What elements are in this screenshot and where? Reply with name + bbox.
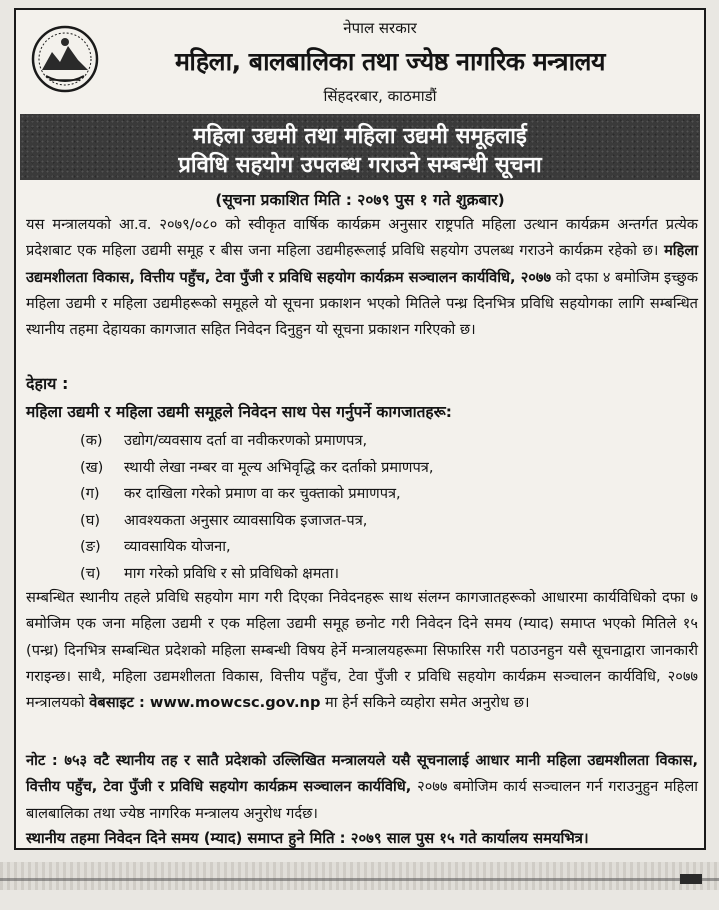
intro-procedure-name: महिला उद्यमशीलता विकास, वित्तीय पहुँच, टेवा पुँजी र प्रविधि सहयोग कार्यक्रम सञ्चालन कार्यविधि, २०७७ xyxy=(26,242,698,286)
intro-text-part2: को दफा ४ बमोजिम इच्छुक महिला उद्यमी र महिला उद्यमीहरूको समूहले यो सूचना प्रकाशन भएको मितिले पन्ध्र दिनभित्र प्रविधि सहयोगका लागि सम्बन्धित स्थानीय तहमा देहायका कागजात सहित निवेदन दिनुहुन यो सूचना प्रकाशन गरिएको छ। xyxy=(26,268,698,339)
list-item-text: उद्योग/व्यवसाय दर्ता वा नवीकरणको प्रमाणपत्र, xyxy=(124,432,368,449)
list-marker: (ग) xyxy=(80,485,100,502)
newsprint-margin xyxy=(0,862,719,890)
list-item xyxy=(80,481,433,508)
list-item-text: कर दाखिला गरेको प्रमाण वा कर चुक्ताको प्रमाणपत्र, xyxy=(124,485,401,502)
notice-sheet xyxy=(14,8,706,850)
notice-title-line2: प्रविधि सहयोग उपलब्ध गराउने सम्बन्धी सूचना xyxy=(178,153,542,178)
list-marker: (ङ) xyxy=(80,538,101,555)
dehay-heading: देहाय : xyxy=(26,374,69,393)
recommendation-text: सम्बन्धित स्थानीय तहले प्रविधि सहयोग माग गरी दिएका निवेदनहरू साथ संलग्न कागजातहरूको आधारमा कार्यविधिको दफा ७ बमोजिम एक जना महिला उद्यमी र एक महिला उद्यमी समूह छनोट गरी निवेदन दिने समय (म्याद) समाप्त भएको मितिले १५ (पन्ध्र) दिनभित्र सम्बन्धित प्रदेशको महिला सम्बन्धी विषय हेर्ने मन्त्रालयहरूमा सिफारिस गरी पठाउनहुन यसै सूचनाद्वारा जानकारी गराइन्छ। साथै, महिला उद्यमशीलता विकास, वित्तीय पहुँच, टेवा पुँजी र प्रविधि सहयोग कार्यक्रम सञ्चालन कार्यविधि, २०७७ मन्त्रालयको xyxy=(26,589,698,712)
list-item-text: स्थायी लेखा नम्बर वा मूल्य अभिवृद्धि कर दर्ताको प्रमाणपत्र, xyxy=(124,458,434,476)
government-name: नेपाल सरकार xyxy=(343,19,417,37)
deadline-line xyxy=(26,828,589,848)
intro-paragraph xyxy=(26,212,698,343)
deadline-label: स्थानीय तहमा निवेदन दिने समय (म्याद) समाप्त हुने मिति : xyxy=(26,830,346,847)
list-item xyxy=(80,534,433,561)
list-item xyxy=(80,561,433,588)
ministry-name: महिला, बालबालिका तथा ज्येष्ठ नागरिक मन्त्रालय xyxy=(174,47,606,76)
newsprint-rule xyxy=(0,878,719,881)
list-marker: (ख) xyxy=(80,458,104,476)
list-item xyxy=(80,428,433,455)
documents-heading: महिला उद्यमी र महिला उद्यमी समूहले निवेदन साथ पेस गर्नुपर्ने कागजातहरू: xyxy=(26,403,452,421)
deadline-value: २०७९ साल पुस १५ गते कार्यालय समयभित्र। xyxy=(350,830,589,847)
note-rest-text: २०७७ बमोजिम कार्य सञ्चालन गर्न गराउनुहुन महिला बालबालिका तथा ज्येष्ठ नागरिक मन्त्रालय अनुरोध गर्दछ। xyxy=(26,778,698,822)
documents-list xyxy=(80,428,433,587)
list-marker: (च) xyxy=(80,564,101,582)
list-marker: (घ) xyxy=(80,511,101,529)
list-item-text: व्यावसायिक योजना, xyxy=(124,538,231,555)
list-item xyxy=(80,455,433,482)
list-item xyxy=(80,508,433,535)
website-link[interactable]: वेबसाइट : www.mowcsc.gov.np xyxy=(89,694,321,712)
list-item-text: माग गरेको प्रविधि र सो प्रविधिको क्षमता। xyxy=(124,564,340,582)
notice-title-line1: महिला उद्यमी तथा महिला उद्यमी समूहलाई xyxy=(193,124,527,149)
list-item-text: आवश्यकता अनुसार व्यावसायिक इजाजत-पत्र, xyxy=(124,511,368,529)
list-marker: (क) xyxy=(80,432,103,449)
note-paragraph xyxy=(26,748,698,827)
notice-header xyxy=(16,10,704,114)
newsprint-mark xyxy=(680,874,702,884)
note-bold-text: नोट : ७५३ वटै स्थानीय तह र सातै प्रदेशको उल्लिखित मन्त्रालयले यसै सूचनालाई आधार मानी महिला उद्यमशीलता विकास, वित्तीय पहुँच, टेवा पुँजी र प्रविधि सहयोग कार्यक्रम सञ्चालन कार्यविधि, xyxy=(26,752,698,796)
intro-text-part1: यस मन्त्रालयको आ.व. २०७९/०८० को स्वीकृत वार्षिक कार्यक्रम अनुसार राष्ट्रपति महिला उत्थान कार्यक्रम अन्तर्गत प्रत्येक प्रदेशबाट एक महिला उद्यमी समूह र बीस जना महिला उद्यमीहरूलाई प्रविधि सहयोग उपलब्ध गराउने कार्यक्रम रहेको छ। xyxy=(26,216,698,260)
notice-title-banner xyxy=(20,114,700,180)
recommendation-tail: मा हेर्न सकिने व्यहोरा समेत अनुरोध छ। xyxy=(325,694,530,712)
recommendation-paragraph xyxy=(26,585,698,716)
ministry-address: सिंहदरबार, काठमाडौं xyxy=(323,87,437,105)
publication-date: (सूचना प्रकाशित मिति : २०७९ पुस १ गते शुक्रबार) xyxy=(215,191,505,209)
